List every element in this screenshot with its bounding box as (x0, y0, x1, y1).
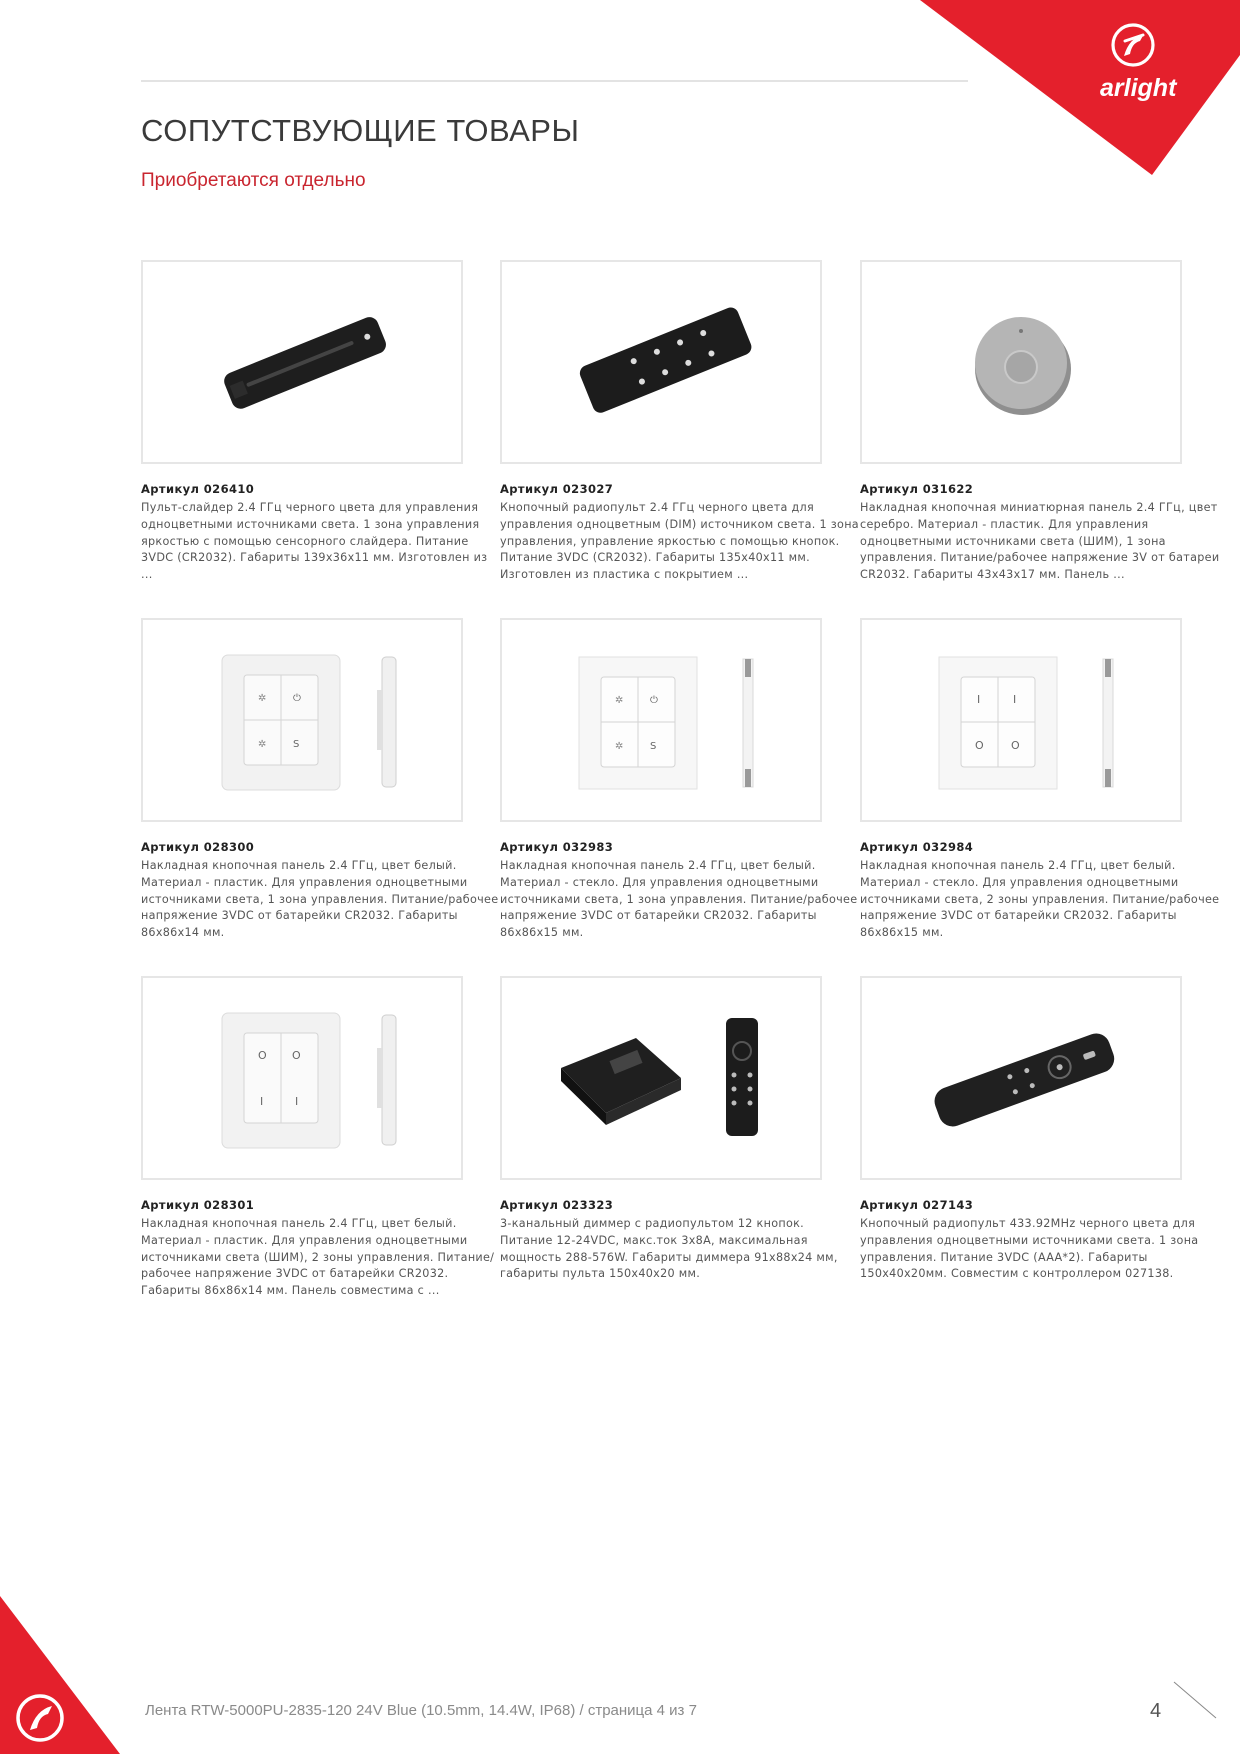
product-sku: Артикул 026410 (141, 482, 255, 496)
product-card[interactable] (500, 976, 858, 1283)
product-description: Накладная кнопочная панель 2.4 ГГц, цвет белый. Материал - пластик. Для управления одноцветными источниками света, 1 зона управления. Питание/рабочее напряжение 3VDC от батарейки CR2032. Габариты 86x86x14 мм. (141, 859, 499, 940)
footer-document-info: Лента RTW-5000PU-2835-120 24V Blue (10.5mm, 14.4W, IP68) / страница 4 из 7 (145, 1702, 697, 1719)
dimmer-remote-icon (541, 993, 781, 1163)
page-number: 4 (1150, 1700, 1162, 1722)
brand-wordmark: arlight (1100, 74, 1177, 102)
product-image (500, 618, 822, 822)
product-image (500, 976, 822, 1180)
product-image (141, 260, 463, 464)
page-subtitle: Приобретаются отдельно (141, 170, 366, 191)
remote-433-icon (901, 993, 1141, 1163)
product-description: Накладная кнопочная панель 2.4 ГГц, цвет белый. Материал - стекло. Для управления одноцветными источниками света, 1 зона управления. Питание/рабочее напряжение 3VDC от батарейки CR2032. Габариты 86x86x15 мм. (500, 859, 858, 940)
svg-text:✲: ✲ (258, 739, 267, 750)
wall-panel-icon (182, 993, 422, 1163)
page-title: СОПУТСТВУЮЩИЕ ТОВАРЫ (141, 113, 580, 148)
product-sku: Артикул 023323 (500, 1198, 614, 1212)
product-sku: Артикул 032983 (500, 840, 614, 854)
wall-panel-icon (182, 635, 422, 805)
svg-text:✲: ✲ (615, 695, 624, 706)
product-card[interactable] (860, 976, 1218, 1283)
product-image (141, 618, 463, 822)
product-image (860, 618, 1182, 822)
product-card[interactable] (500, 260, 858, 584)
product-image (141, 976, 463, 1180)
product-description: Накладная кнопочная миниатюрная панель 2.4 ГГц, цвет серебро. Материал - пластик. Для управления одноцветными источниками света (ШИМ), 1 зона управления. Питание/рабочее напряжение 3V от батареи CR2032. Габариты 43x43x17 мм. Панель ... (860, 501, 1220, 582)
product-description: Пульт-слайдер 2.4 ГГц черного цвета для управления одноцветными источниками света. 1 зона управления яркостью с помощью сенсорного слайдера. Питание 3VDC (CR2032). Габариты 139x36x11 мм. Изготовлен из ... (141, 501, 488, 582)
svg-text:I: I (295, 1095, 299, 1108)
product-description: Кнопочный радиопульт 2.4 ГГц черного цвета для управления одноцветным (DIM) источником света. 1 зона управления, управление яркостью с помощью кнопок. Питание 3VDC (CR2032). Габариты 135x40x11 мм. Изготовлен из пластика с покрытием ... (500, 501, 859, 582)
product-card[interactable] (141, 618, 499, 942)
product-card[interactable] (860, 618, 1218, 942)
product-card[interactable] (500, 618, 858, 942)
product-card[interactable] (141, 976, 499, 1300)
product-description: Накладная кнопочная панель 2.4 ГГц, цвет белый. Материал - пластик. Для управления одноцветными источниками света (ШИМ), 2 зоны управления. Питание/рабочее напряжение 3VDC от батарейки CR2032. Габариты 86x86x14 мм. Панель совместима с ... (141, 1217, 495, 1298)
product-sku: Артикул 031622 (860, 482, 974, 496)
product-description: 3-канальный диммер с радиопультом 12 кнопок. Питание 12-24VDC, макс.ток 3x8A, максимальная мощность 288-576W. Габариты диммера 91x88x24 мм, габариты пульта 150x40x20 мм. (500, 1217, 838, 1281)
svg-text:O: O (975, 739, 984, 752)
svg-text:I: I (260, 1095, 264, 1108)
svg-text:I: I (1013, 693, 1017, 706)
product-image (860, 260, 1182, 464)
product-sku: Артикул 027143 (860, 1198, 974, 1212)
product-description: Накладная кнопочная панель 2.4 ГГц, цвет белый. Материал - стекло. Для управления одноцветными источниками света, 2 зоны управления. Питание/рабочее напряжение 3VDC от батарейки CR2032. Габариты 86x86x15 мм. (860, 859, 1220, 940)
product-image (860, 976, 1182, 1180)
product-sku: Артикул 028300 (141, 840, 255, 854)
svg-text:S: S (293, 739, 300, 750)
svg-text:✲: ✲ (615, 741, 624, 752)
svg-text:S: S (650, 741, 657, 752)
svg-text:⏻: ⏻ (293, 693, 301, 704)
svg-text:O: O (292, 1049, 301, 1062)
brand-corner-bottom (0, 1596, 120, 1754)
product-sku: Артикул 023027 (500, 482, 614, 496)
glass-panel-icon (901, 635, 1141, 805)
product-sku: Артикул 028301 (141, 1198, 255, 1212)
product-card[interactable] (141, 260, 499, 584)
product-card[interactable] (860, 260, 1218, 584)
svg-text:✲: ✲ (258, 693, 267, 704)
round-button-icon (901, 287, 1141, 437)
product-sku: Артикул 032984 (860, 840, 974, 854)
svg-text:O: O (258, 1049, 267, 1062)
product-description: Кнопочный радиопульт 433.92MHz черного цвета для управления одноцветными источниками света. 1 зона управления. Питание 3VDC (AAA*2). Габариты 150x40x20мм. Совместим с контроллером 027138. (860, 1217, 1199, 1281)
button-remote-icon (541, 287, 781, 437)
svg-text:⏻: ⏻ (650, 695, 658, 706)
svg-text:O: O (1011, 739, 1020, 752)
slider-remote-icon (182, 287, 422, 437)
brand-corner-top (920, 0, 1240, 175)
glass-panel-icon (541, 635, 781, 805)
svg-text:I: I (977, 693, 981, 706)
page-corner-line-icon (1170, 1680, 1220, 1720)
product-image (500, 260, 822, 464)
header-divider (141, 80, 968, 82)
